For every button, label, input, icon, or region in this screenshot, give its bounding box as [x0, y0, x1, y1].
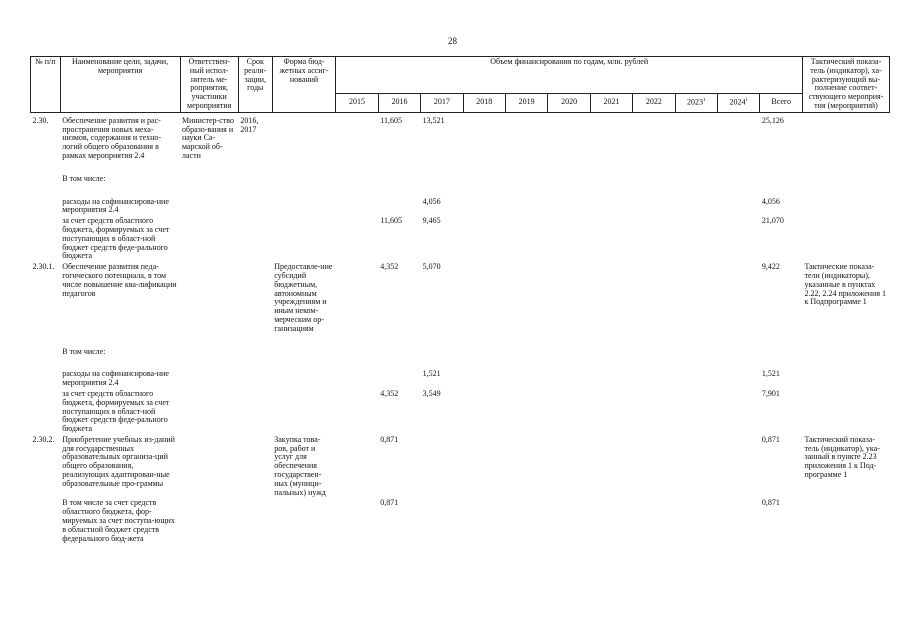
table-row: [31, 369, 890, 389]
row-indicator: Тактические показа-тели (индикаторы), указанные в пунктах 2.22, 2.24 приложения 1 к Подпрограмме 1: [804, 262, 887, 307]
value-total: 25,126: [761, 115, 784, 125]
row-name: Обеспечение развития педа-гогического потенциала, в том числе повышение ква-лификации педагогов: [62, 262, 177, 298]
header-year: 2016: [378, 93, 420, 112]
value-2017: 3,549: [422, 388, 441, 398]
value-total: 1,521: [761, 369, 780, 379]
value-2017: [421, 435, 463, 499]
header-responsible: Ответствен-ный испол-нитель ме-роприятия, участники мероприятия: [180, 57, 238, 113]
header-year: 2022: [633, 93, 675, 112]
row-form: Предоставле-ние субсидий бюджетным, автономным учреждениям и иным неком-мерческим ор-ганизациям: [274, 262, 333, 333]
table-row: [31, 389, 890, 435]
table-row: [31, 216, 890, 262]
value-2016: 0,871: [380, 434, 399, 444]
funding-table: [30, 56, 890, 544]
table-row: [31, 174, 890, 185]
value-2016: [378, 197, 420, 217]
header-year: 2017: [421, 93, 463, 112]
value-2016: 4,352: [380, 262, 399, 272]
table-body: [31, 112, 890, 544]
row-name: Приобретение учебных из-даний для государственных образовательных организа-ций общего образования, реализующих адаптирован-ные образовательные про-граммы: [62, 434, 175, 488]
table-row: [31, 112, 890, 161]
header-year: 2021: [590, 93, 632, 112]
value-total: 21,070: [761, 216, 784, 226]
row-name: расходы на софинансирова-ние мероприятия 2.4: [62, 369, 169, 388]
value-total: 4,056: [761, 196, 780, 206]
row-num: 2.30.: [32, 115, 49, 125]
row-name: за счет средств областного бюджета, формируемых за счет поступающих в област-ной бюджет средств феде-рального бюджета: [62, 388, 170, 434]
value-2016: 11,605: [380, 216, 402, 226]
header-total: Всего: [760, 93, 803, 112]
row-name: В том числе:: [62, 173, 106, 183]
header-year: 2019: [505, 93, 547, 112]
header-form: Форма бюд-жетных ассиг-нований: [272, 57, 336, 113]
footnote-mark: 1: [745, 98, 748, 104]
value-2016: 0,871: [380, 498, 399, 508]
row-responsible: Министер-ство образо-вания и науки Са-марской об-ласти: [182, 115, 234, 160]
value-total: 9,422: [761, 262, 780, 272]
year-label: 2024: [729, 97, 746, 107]
table-header: [31, 57, 890, 113]
value-2016: 4,352: [380, 388, 399, 398]
row-indicator: Тактический показа-тель (индикатор), ука-занный в пункте 2.23 приложения 1 к Под-программе 1: [804, 434, 880, 480]
row-term: 2016, 2017: [240, 115, 259, 134]
value-2016: [378, 369, 420, 389]
value-total: 7,901: [761, 388, 780, 398]
value-2017: 5,070: [422, 262, 441, 272]
value-total: 0,871: [761, 434, 780, 444]
row-name: В том числе за счет средств областного бюджета, фор-мируемых за счет поступа-ющих в областной бюджет средств федерального бюд-жета: [62, 498, 175, 543]
value-2017: 9,465: [422, 216, 441, 226]
row-indicator: [802, 112, 889, 161]
header-num: № п/п: [31, 57, 61, 113]
header-year: 2015: [336, 93, 378, 112]
table-row: [31, 262, 890, 334]
value-total: 0,871: [761, 498, 780, 508]
row-num: 2.30.2.: [32, 434, 55, 444]
table-row: [31, 197, 890, 217]
row-name: Обеспечение развития и рас-пространения новых меха-низмов, содержания и техно-логий общего образования в рамках мероприятия 2.4: [62, 115, 162, 160]
header-funding: Объем финансирования по годам, млн. рублей: [336, 57, 803, 94]
header-name: Наименование цели, задачи, мероприятия: [60, 57, 180, 113]
year-label: 2023: [687, 97, 704, 107]
header-year: 2020: [548, 93, 590, 112]
row-form: [272, 112, 336, 161]
table-row: [31, 435, 890, 499]
page-number: 28: [448, 36, 457, 46]
header-year-2024: [718, 93, 760, 112]
value-2017: [421, 498, 463, 544]
table-row: [31, 347, 890, 358]
value-2017: 13,521: [422, 115, 445, 125]
value-2016: 11,605: [380, 115, 402, 125]
value-2017: 1,521: [422, 369, 441, 379]
value-2017: 4,056: [422, 196, 441, 206]
header-indicator: Тактический показа-тель (индикатор), ха-рактеризующий вы-полнение соответ-ствующего мероприя-тия (мероприятий): [802, 57, 889, 113]
row-num: 2.30.1.: [32, 262, 55, 272]
header-year-2023: [675, 93, 717, 112]
header-year: 2018: [463, 93, 505, 112]
row-form: Закупка това-ров, работ и услуг для обеспечения государствен-ных (муници-пальных) нужд: [274, 434, 326, 497]
header-term: Срок реали-зации, годы: [238, 57, 272, 113]
row-name: за счет средств областного бюджета, формируемых за счет поступающих в област-ной бюджет средств феде-рального бюджета: [62, 216, 170, 261]
footnote-mark: 1: [703, 98, 706, 104]
row-name: расходы на софинансирова-ние мероприятия 2.4: [62, 196, 169, 215]
table-row: [31, 498, 890, 544]
row-name: В том числе:: [62, 346, 106, 356]
